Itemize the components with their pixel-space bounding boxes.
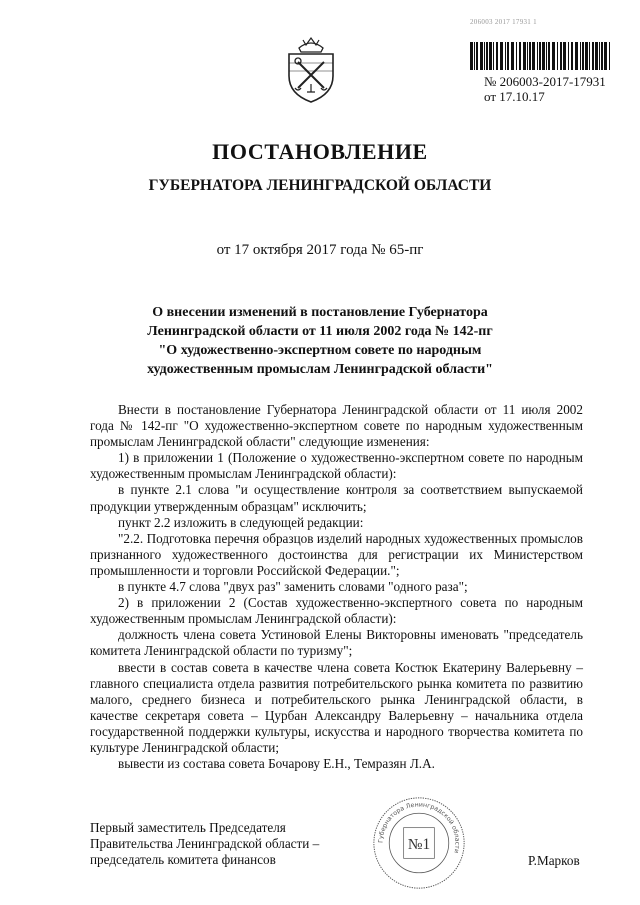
barcode-bar <box>560 42 562 70</box>
barcode-bar <box>580 42 581 70</box>
barcode-bar <box>537 42 538 70</box>
resolution-heading <box>60 303 580 379</box>
barcode-bar <box>604 42 607 70</box>
barcode-bar <box>470 42 473 70</box>
barcode-bar <box>557 42 558 70</box>
body-paragraph: в пункте 2.1 слова "и осуществление контроля за соответствием выпускаемой продукции утвержденным образцам" исключить; <box>90 482 583 514</box>
barcode-bar <box>474 42 475 70</box>
resolution-body <box>90 402 583 772</box>
body-paragraph: ввести в состав совета в качестве члена совета Костюк Екатерину Валерьевну – главного специалиста отдела развития потребительского рынка комитета по развитию малого, среднего бизнеса и потребительского рынка Ленинградской области, в качестве секретаря совета – Цурбан Александру Валерьевну – начальника отдела государственной поддержки культуры, искусства и народного творчества комитета по культуре Ленинградской области; <box>90 659 583 755</box>
barcode-bar <box>595 42 598 70</box>
barcode-bar <box>489 42 492 70</box>
barcode-bar <box>568 42 569 70</box>
barcode-bar <box>496 42 498 70</box>
barcode-bar <box>532 42 535 70</box>
barcode-bar <box>585 42 588 70</box>
signatory-line: Первый заместитель Председателя <box>90 820 286 835</box>
barcode-bar <box>507 42 509 70</box>
body-paragraph: в пункте 4.7 слова "двух раз" заменить словами "одного раза"; <box>118 579 468 595</box>
svg-text:Губернатора Ленинградской обла: Губернатора Ленинградской области <box>377 801 461 854</box>
seal-number: №1 <box>407 835 431 853</box>
barcode-bar <box>575 42 578 70</box>
body-paragraph: пункт 2.2 изложить в следующей редакции: <box>118 514 364 530</box>
barcode-bar <box>527 42 528 70</box>
barcode-bar <box>505 42 506 70</box>
barcode-bar <box>493 42 494 70</box>
barcode-bar <box>486 42 488 70</box>
barcode-bar <box>599 42 600 70</box>
barcode-bar <box>609 42 610 70</box>
document-tracking-code: 206003 2017 17931 1 <box>470 18 537 26</box>
barcode-bar <box>601 42 603 70</box>
barcode-bar <box>476 42 478 70</box>
barcode-icon <box>470 42 612 70</box>
signatory-line: председатель комитета финансов <box>90 852 276 867</box>
barcode-bar <box>480 42 483 70</box>
barcode-bar <box>542 42 545 70</box>
body-paragraph: 2) в приложении 2 (Состав художественно-экспертного совета по народным художественным промыслам Ленинградской области): <box>90 595 583 627</box>
barcode-bar <box>571 42 573 70</box>
body-paragraph: должность члена совета Устиновой Елены Викторовны именовать "председатель комитета Ленинградской области по туризму"; <box>90 627 583 659</box>
barcode-bar <box>582 42 584 70</box>
barcode-bar <box>548 42 550 70</box>
document-subtitle: ГУБЕРНАТОРА ЛЕНИНГРАДСКОЙ ОБЛАСТИ <box>148 177 492 194</box>
barcode-bar <box>484 42 485 70</box>
barcode-bar <box>511 42 514 70</box>
barcode-bar <box>500 42 503 70</box>
barcode-bar <box>563 42 566 70</box>
registration-number: № 206003-2017-17931 <box>484 74 606 89</box>
coat-of-arms-icon <box>283 36 339 106</box>
body-paragraph: "2.2. Подготовка перечня образцов изделий народных художественных промыслов признанного художественного достоинства для регистрации их Министерством промышленности и торговли Российской Федерации."; <box>90 530 583 578</box>
barcode-bar <box>529 42 531 70</box>
body-paragraph: 1) в приложении 1 (Положение о художественно-экспертном совете по народным художественным промыслам Ленинградской области): <box>90 450 583 482</box>
heading-line: О внесении изменений в постановление Губернатора <box>152 305 488 320</box>
heading-line: художественным промыслам Ленинградской области" <box>147 362 493 377</box>
heading-line: "О художественно-экспертном совете по народным <box>158 343 482 358</box>
official-seal-stamp <box>371 795 467 891</box>
document-date-number: от 17 октября 2017 года № 65-пг <box>216 242 424 258</box>
signatory-line: Правительства Ленинградской области – <box>90 836 320 851</box>
signatory-name: Р.Марков <box>528 853 580 868</box>
heading-line: Ленинградской области от 11 июля 2002 года № 142-пг <box>147 324 493 339</box>
barcode-bar <box>589 42 590 70</box>
barcode-bar <box>552 42 555 70</box>
body-paragraph: вывести из состава совета Бочарову Е.Н., Темразян Л.А. <box>118 756 435 772</box>
barcode-bar <box>546 42 547 70</box>
body-paragraph: Внести в постановление Губернатора Ленинградской области от 11 июля 2002 года № 142-пг "О художественно-экспертном совете по народным художественным промыслам Ленинградской области" следующие изменения: <box>90 402 583 450</box>
barcode-bar <box>539 42 541 70</box>
barcode-bar <box>592 42 594 70</box>
document-title: ПОСТАНОВЛЕНИЕ <box>212 139 428 164</box>
barcode-bar <box>523 42 526 70</box>
barcode-bar <box>519 42 521 70</box>
barcode-bar <box>516 42 517 70</box>
registration-date: от 17.10.17 <box>484 89 545 104</box>
signatory-position <box>90 820 319 868</box>
